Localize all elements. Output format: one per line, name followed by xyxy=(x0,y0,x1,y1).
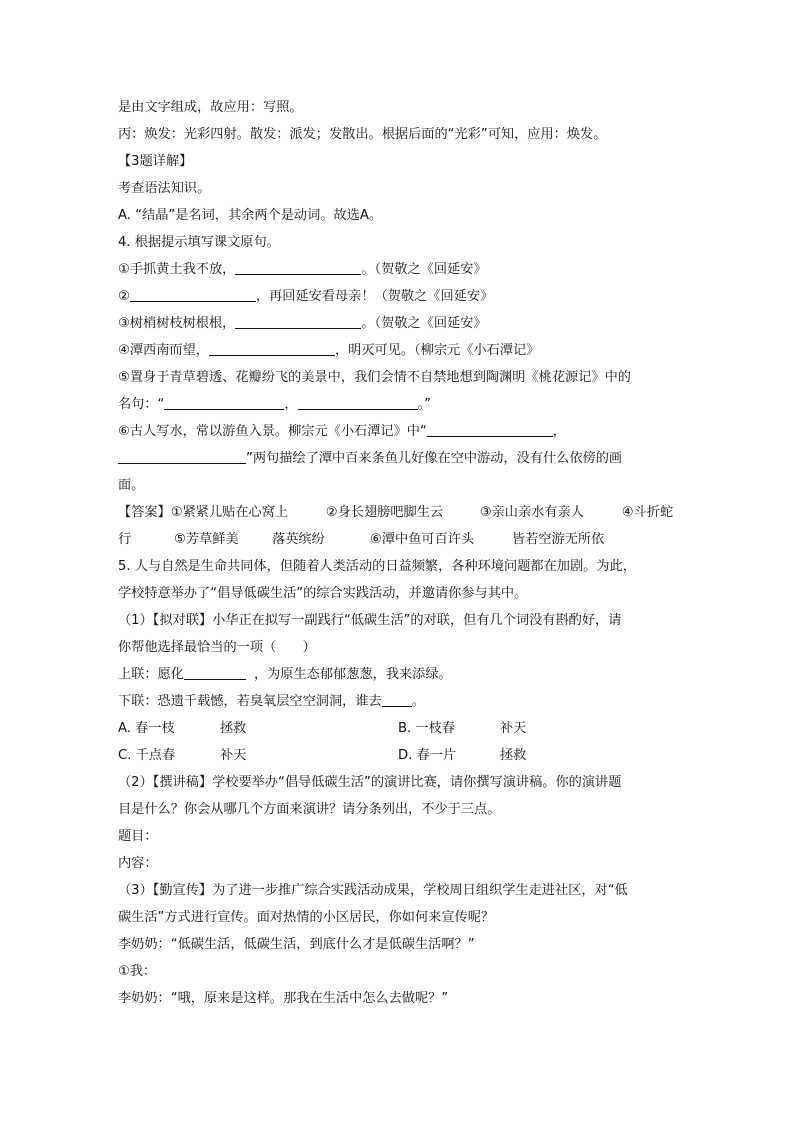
option-b[interactable] xyxy=(398,715,678,742)
answer-5b: 落英缤纷 xyxy=(272,532,325,547)
dialogue-line: 李奶奶：“哦，原来是这样。那我在生活中怎么去做呢？” xyxy=(118,991,449,1006)
content-label: 内容： xyxy=(118,856,158,871)
q5-part3-line-1: （3）【勤宣传】为了进一步推广综合实践活动成果，学校周日组织学生走进社区，对“低 xyxy=(118,883,628,898)
q4-item-6-line-3: 面。 xyxy=(118,478,145,493)
option-c-text: C. 千点春 xyxy=(118,748,176,763)
answer-row-1 xyxy=(118,499,678,526)
couplet-lower-post: 。 xyxy=(411,694,425,709)
option-d[interactable] xyxy=(398,742,678,769)
q4-item-6-pre: ⑥古人写水，常以游鱼入景。柳宗元《小石潭记》中“ xyxy=(118,424,427,439)
answer-blank[interactable] xyxy=(209,339,335,356)
q4-item-4-pre: ④潭西南而望， xyxy=(118,343,209,358)
q4-item-1 xyxy=(118,256,678,283)
options-row-1 xyxy=(118,715,678,742)
q4-item-3 xyxy=(118,310,678,337)
option-c[interactable] xyxy=(118,742,398,769)
q5-part1-line-2: 你帮他选择最恰当的一项（ ） xyxy=(118,640,316,655)
answer-blank[interactable] xyxy=(235,258,361,275)
option-a-word: 拯救 xyxy=(220,721,247,736)
q4-item-4 xyxy=(118,337,678,364)
option-a[interactable] xyxy=(118,715,398,742)
q5-intro-line-2: 学校特意举办了“倡导低碳生活”的综合实践活动，并邀请你参与其中。 xyxy=(118,586,528,601)
answer-blank[interactable] xyxy=(298,393,418,410)
q4-item-5-post: 。” xyxy=(417,397,432,412)
q4-item-5-line-2 xyxy=(118,391,678,418)
q4-item-6-comma: ， xyxy=(552,424,566,439)
answer-blank[interactable] xyxy=(184,663,246,680)
q4-item-6-line-1 xyxy=(118,418,678,445)
q5-part2-line-2: 目是什么？你会从哪几个方面来演讲？请分条列出，不少于三点。 xyxy=(118,802,501,817)
answer-blank[interactable] xyxy=(118,447,246,464)
text-line: 是由文字组成，故应用：写照。 xyxy=(118,100,303,115)
couplet-upper-pre: 上联：愿化 xyxy=(118,667,184,682)
option-c-word: 补天 xyxy=(220,748,247,763)
q4-item-6-post: ”两句描绘了潭中百来条鱼儿好像在空中游动，没有什么依傍的画 xyxy=(246,451,623,466)
answer-label: 【答案】 xyxy=(118,505,171,520)
couplet-upper-post: ，为原生态郁郁葱葱，我来添绿。 xyxy=(253,667,452,682)
q4-item-5-line-1: ⑤置身于青草碧透、花瓣纷飞的美景中，我们会情不自禁地想到陶渊明《桃花源记》中的 xyxy=(118,370,631,385)
q4-item-3-pre: ③树梢树枝树根根， xyxy=(118,316,236,331)
option-b-text: B. 一枝春 xyxy=(398,721,455,736)
document-body xyxy=(118,94,678,1012)
q4-item-6-line-2 xyxy=(118,445,678,472)
answer-3: ③亲山亲水有亲人 xyxy=(479,505,584,520)
answer-row-2 xyxy=(118,526,678,553)
option-b-word: 补天 xyxy=(500,721,527,736)
option-a-text: A. 春一枝 xyxy=(118,721,175,736)
q4-item-2 xyxy=(118,283,678,310)
answer-4-start: ④斗折蛇 xyxy=(621,505,674,520)
q4-item-1-pre: ①手抓黄土我不放， xyxy=(118,262,236,277)
dialogue-line: ①我： xyxy=(118,964,157,979)
answer-blank[interactable] xyxy=(130,285,256,302)
text-line: 丙：焕发：光彩四射。散发：派发；发散出。根据后面的“光彩”可知，应用：焕发。 xyxy=(118,127,607,142)
answer-blank[interactable] xyxy=(235,312,361,329)
q4-item-1-post: 。（贺敬之《回延安》 xyxy=(361,262,487,277)
option-d-text: D. 春一片 xyxy=(398,748,457,763)
options-row-2 xyxy=(118,742,678,769)
question-4-title: 4. 根据提示填写课文原句。 xyxy=(118,235,280,250)
text-line: 考查语法知识。 xyxy=(118,181,211,196)
q5-part1-line-1: （1）【拟对联】小华正在拟写一副践行“低碳生活”的对联，但有几个词没有斟酌好，请 xyxy=(118,613,622,628)
q4-item-5-pre: 名句：“ xyxy=(118,397,165,412)
q4-item-4-post: ，明灭可见。（柳宗元《小石潭记》 xyxy=(334,343,540,358)
q5-part3-line-2: 碳生活”方式进行宣传。面对热情的小区居民，你如何来宣传呢？ xyxy=(118,910,495,925)
answer-6: ⑥潭中鱼可百许头 xyxy=(370,532,475,547)
dialogue-line: 李奶奶：“低碳生活，低碳生活，到底什么才是低碳生活啊？” xyxy=(118,937,475,952)
q4-item-2-pre: ② xyxy=(118,289,130,304)
answer-5: ⑤芳草鲜美 xyxy=(174,532,239,547)
answer-2: ②身长翅膀吧脚生云 xyxy=(325,505,444,520)
couplet-lower xyxy=(118,688,678,715)
q5-part2-line-1: （2）【撰讲稿】学校要举办“倡导低碳生活”的演讲比赛，请你撰写演讲稿。你的演讲题 xyxy=(118,775,622,790)
answer-blank[interactable] xyxy=(427,420,553,437)
option-d-word: 拯救 xyxy=(500,748,527,763)
answer-4-end: 行 xyxy=(118,532,132,547)
answer-1: ①紧紧儿贴在心窝上 xyxy=(170,505,289,520)
text-line: A. “结晶”是名词，其余两个是动词。故选A。 xyxy=(118,208,383,223)
answer-6b: 皆若空游无所依 xyxy=(512,532,605,547)
couplet-upper xyxy=(118,661,678,688)
title-label: 题目： xyxy=(118,829,158,844)
section-heading: 【3题详解】 xyxy=(118,154,193,169)
q4-item-3-post: 。（贺敬之《回延安》 xyxy=(361,316,487,331)
q4-item-5-mid: ， xyxy=(284,397,298,412)
q5-intro-line-1: 5. 人与自然是生命共同体，但随着人类活动的日益频繁，各种环境问题都在加剧。为此， xyxy=(118,559,636,574)
couplet-lower-pre: 下联：恐遗千载憾，若臭氧层空空洞洞，谁去 xyxy=(118,694,382,709)
answer-blank[interactable] xyxy=(382,690,412,707)
answer-blank[interactable] xyxy=(164,393,284,410)
q4-item-2-post: ，再回延安看母亲！（贺敬之《回延安》 xyxy=(255,289,494,304)
